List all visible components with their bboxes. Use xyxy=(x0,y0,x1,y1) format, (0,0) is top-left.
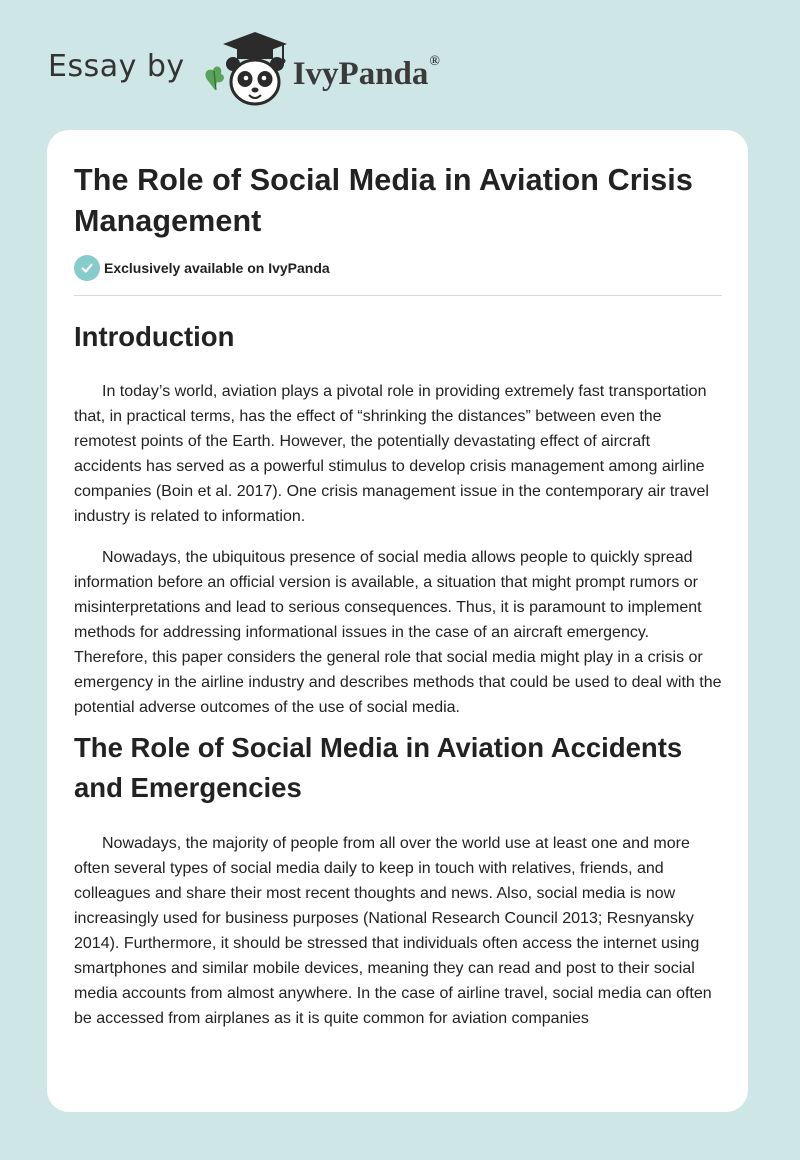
brand-header xyxy=(48,30,440,110)
exclusive-badge-text: Exclusively available on IvyPanda xyxy=(104,260,330,276)
trademark-symbol: ® xyxy=(429,53,440,69)
essay-title: The Role of Social Media in Aviation Crisis Management xyxy=(74,163,693,238)
essay-card xyxy=(47,130,748,1112)
checkmark-circle-icon xyxy=(74,255,100,281)
brand-prefix: Essay by xyxy=(48,48,185,84)
paragraph: In today’s world, aviation plays a pivotal role in providing extremely fast transportation that, in practical terms, has the effect of “shrinking the distances” between even the remotest points of the Earth. However, the potentially devastating effect of aircraft accidents has served as a powerful stimulus to develop crisis management among airline companies (Boin et al. 2017). One crisis management issue in the contemporary air travel industry is related to information. xyxy=(74,383,709,525)
paragraph: Nowadays, the ubiquitous presence of social media allows people to quickly spread information before an official version is available, a situation that might prompt rumors or misinterpretations and lead to serious consequences. Thus, it is paramount to implement methods for addressing informational issues in the case of an aircraft emergency. Therefore, this paper considers the general role that social media might play in a crisis or emergency in the airline industry and describes methods that could be used to deal with the potential adverse outcomes of the use of social media. xyxy=(74,549,722,716)
section-heading-role-of-social-media: The Role of Social Media in Aviation Accidents and Emergencies xyxy=(74,732,683,803)
exclusive-badge xyxy=(74,254,722,282)
title-divider xyxy=(74,295,722,296)
paragraph: Nowadays, the majority of people from all over the world use at least one and more often several types of social media daily to keep in touch with relatives, friends, and colleagues and share their most recent thoughts and news. Also, social media is now increasingly used for business purposes (National Research Council 2013; Resnyansky 2014). Furthermore, it should be stressed that individuals often access the internet using smartphones and similar mobile devices, meaning they can read and post to their social media accounts from almost anywhere. In the case of airline travel, social media can often be accessed from airplanes as it is quite common for aviation companies xyxy=(74,835,712,1027)
brand-name-text: IvyPanda xyxy=(292,55,429,92)
panda-graduate-logo-icon xyxy=(199,30,291,110)
brand-name xyxy=(292,53,440,93)
section-heading-introduction: Introduction xyxy=(74,321,235,352)
